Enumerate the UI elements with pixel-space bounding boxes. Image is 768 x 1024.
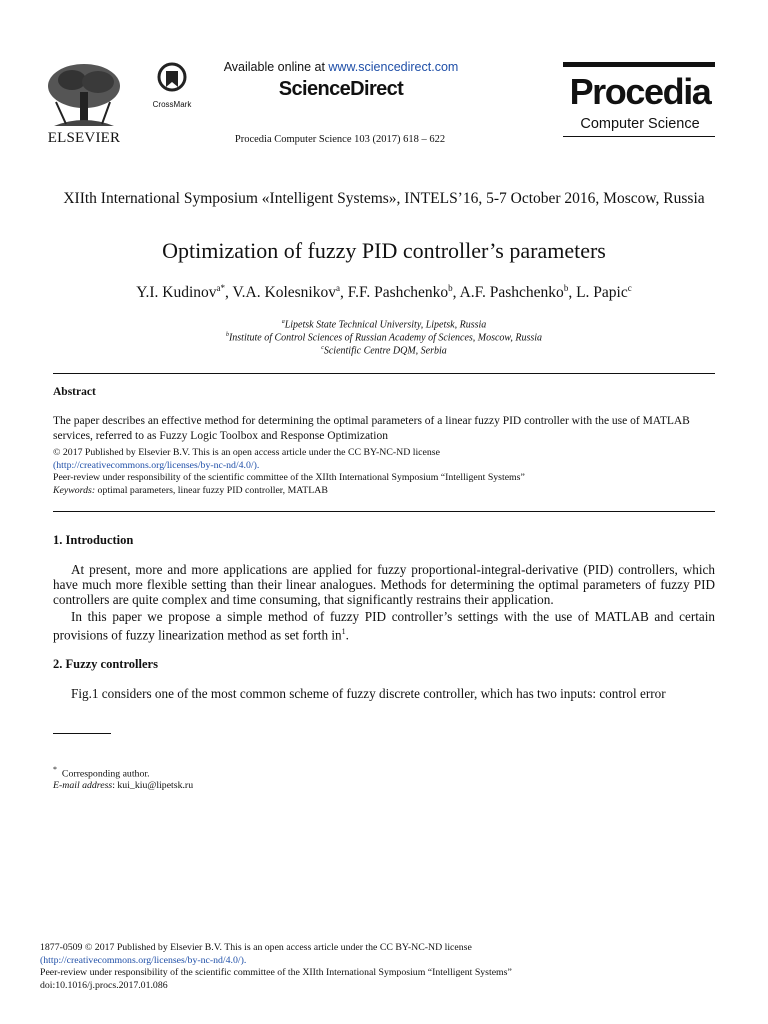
section-heading: 1. Introduction xyxy=(53,533,134,547)
affiliation xyxy=(50,345,718,356)
procedia-underline xyxy=(563,136,715,137)
keywords-text: optimal parameters, linear fuzzy PID controller, MATLAB xyxy=(95,484,328,496)
author-affiliation-mark: a* xyxy=(216,283,225,293)
procedia-top-bar xyxy=(563,62,715,67)
author-affiliation-mark: c xyxy=(627,283,632,293)
author-affiliation-mark: b xyxy=(448,283,453,293)
author-name: F.F. Pashchenko xyxy=(347,284,449,302)
sciencedirect-wordmark: ScienceDirect xyxy=(278,78,404,100)
page-footer xyxy=(40,942,512,992)
abstract-heading: Abstract xyxy=(53,386,96,398)
affiliation-mark: b xyxy=(225,332,229,338)
author-name: V.A. Kolesnikov xyxy=(232,284,336,302)
paragraph-end: . xyxy=(345,627,349,643)
affiliation-mark: a xyxy=(281,319,285,325)
affiliation-text: Scientific Centre DQM, Serbia xyxy=(323,345,447,357)
author-affiliation-mark: b xyxy=(563,283,569,293)
author-name: L. Papic xyxy=(576,284,628,302)
affiliation-mark: c xyxy=(321,345,324,351)
available-online xyxy=(214,60,468,74)
affiliation-text: Institute of Control Sciences of Russian Academy of Sciences, Moscow, Russia xyxy=(228,332,543,344)
journal-reference: Procedia Computer Science 103 (2017) 618 – 622 xyxy=(234,134,446,145)
procedia-wordmark: Procedia xyxy=(569,71,711,112)
footer-license-link[interactable]: (http://creativecommons.org/licenses/by-nc-nd/4.0/). xyxy=(40,954,247,966)
section-heading: 2. Fuzzy controllers xyxy=(53,657,158,671)
affiliation-text: Lipetsk State Technical University, Lipetsk, Russia xyxy=(284,319,487,331)
license-line: © 2017 Published by Elsevier B.V. This is an open access article under the CC BY-NC-ND license xyxy=(53,447,440,458)
reference-mark[interactable]: 1 xyxy=(341,627,346,637)
author-list: Y.I. Kudinov$^{a*}$, V.A. Kolesnikov$^a$, F.F. Pashchenko$^b$, A.F. Pashchenko$^b$, L. Papic$^c$ xyxy=(136,283,632,302)
affiliation xyxy=(50,332,718,343)
author-name: Y.I. Kudinov xyxy=(136,284,217,302)
section-paragraph xyxy=(53,609,715,643)
publisher-name: ELSEVIER xyxy=(47,130,121,146)
sciencedirect-link[interactable]: www.sciencedirect.com xyxy=(328,60,459,74)
paper-title: Optimization of fuzzy PID controller’s parameters xyxy=(162,238,606,263)
footnote-mark: * xyxy=(53,765,57,774)
section-paragraph: Fig.1 considers one of the most common scheme of fuzzy discrete controller, which has two inputs: control error xyxy=(71,686,666,701)
available-prefix: Available online at xyxy=(223,60,329,74)
footer-doi[interactable]: doi:10.1016/j.procs.2017.01.086 xyxy=(40,979,168,991)
abstract-bottom-rule xyxy=(53,511,715,512)
email-note xyxy=(53,780,193,791)
crossmark-badge[interactable] xyxy=(152,62,192,109)
conference-name: XIIth International Symposium «Intelligent Systems», INTELS’16, 5-7 October 2016, Moscow, Russia xyxy=(63,190,705,207)
author-affiliation-mark: a xyxy=(335,283,340,293)
corresponding-text: Corresponding author. xyxy=(61,768,150,780)
abstract-license xyxy=(53,447,715,497)
license-link[interactable]: (http://creativecommons.org/licenses/by-nc-nd/4.0/). xyxy=(53,459,260,471)
affiliation xyxy=(50,319,718,330)
footer-peer-review: Peer-review under responsibility of the scientific committee of the XIIth International Symposium “Intelligent Systems” xyxy=(40,967,512,978)
email-address[interactable]: : kui_kiu@lipetsk.ru xyxy=(112,780,194,791)
corresponding-author-note xyxy=(53,765,150,779)
paragraph-text: In this paper we propose a simple method of fuzzy PID controller’s settings with the use of MATLAB and certain provisions of fuzzy linearization method as set forth in xyxy=(53,609,715,643)
keywords xyxy=(53,485,715,498)
email-label: E-mail address xyxy=(53,780,113,791)
section-paragraph: At present, more and more applications are applied for fuzzy proportional-integral-derivative (PID) controllers, which have much more flexible setting than their linear analogues. Methods for determining the optimal parameters of fuzzy PID controllers are quite complex and time consuming, that significantly restrains their application. xyxy=(53,562,715,608)
peer-review-line: Peer-review under responsibility of the scientific committee of the XIIth International Symposium “Intelligent Systems” xyxy=(53,472,525,483)
keywords-label: Keywords: xyxy=(53,484,96,496)
abstract-text: The paper describes an effective method for determining the optimal parameters of a linear fuzzy PID controller with the use of MATLAB services, referred to as Fuzzy Logic Toolbox and Response Optimization xyxy=(53,415,690,442)
author-name: A.F. Pashchenko xyxy=(459,284,564,302)
footer-issn-line: 1877-0509 © 2017 Published by Elsevier B.V. This is an open access article under the CC BY-NC-ND license xyxy=(40,942,472,953)
abstract-top-rule xyxy=(53,373,715,374)
footnote-rule xyxy=(53,733,111,734)
crossmark-label: CrossMark xyxy=(152,100,192,109)
procedia-subtitle: Computer Science xyxy=(580,116,700,132)
elsevier-tree-logo xyxy=(44,62,124,130)
crossmark-icon xyxy=(157,62,187,94)
